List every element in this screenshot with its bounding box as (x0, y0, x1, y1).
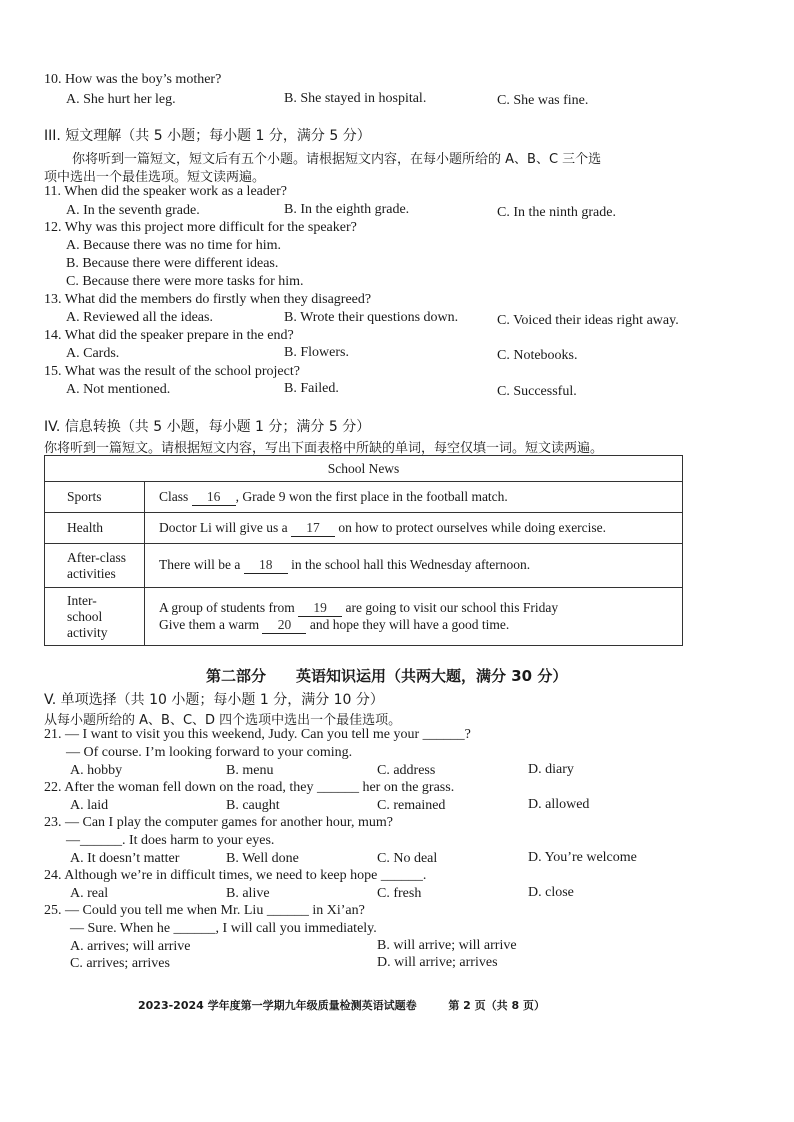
question-text: When did the speaker work as a leader? (64, 184, 287, 199)
question-13 (44, 292, 371, 308)
section-3-instruction-line-1: 你将听到一篇短文，短文后有五个小题。请根据短文内容，在每小题所给的 A、B、C 三个选 (72, 152, 602, 167)
page-footer (138, 997, 545, 1013)
question-number: 15. (44, 364, 62, 379)
question-24 (44, 868, 426, 884)
question-11 (44, 184, 287, 200)
option-c[interactable]: C. remained (377, 798, 446, 813)
option-b[interactable]: B. Well done (226, 851, 299, 866)
option-b[interactable]: B. alive (226, 886, 270, 901)
footer-page-number: 第 2 页（共 8 页） (448, 999, 545, 1012)
part-2-title: 第二部分 英语知识运用（共两大题，满分 30 分） (206, 667, 568, 685)
section-3-title: III. 短文理解（共 5 小题；每小题 1 分，满分 5 分） (44, 128, 371, 144)
option-c[interactable]: C. Because there were more tasks for him. (66, 274, 304, 289)
question-text: What did the speaker prepare in the end? (64, 328, 294, 343)
option-c[interactable]: C. She was fine. (497, 93, 589, 108)
table-row (45, 513, 683, 544)
question-21 (44, 727, 471, 743)
question-25-line-2: — Sure. When he ______, I will call you immediately. (70, 921, 377, 936)
question-text: How was the boy’s mother? (65, 72, 222, 87)
option-a[interactable]: A. Because there was no time for him. (66, 238, 281, 253)
question-23-line-2: —______. It does harm to your eyes. (66, 833, 275, 848)
option-c[interactable]: C. arrives; arrives (70, 956, 170, 971)
question-number: 22. (44, 780, 62, 795)
option-c[interactable]: C. In the ninth grade. (497, 205, 616, 220)
question-23 (44, 815, 393, 831)
row-label: After-class activities (45, 544, 145, 588)
option-b[interactable]: B. Flowers. (284, 345, 349, 360)
question-12 (44, 220, 357, 236)
question-text: — I want to visit you this weekend, Judy. Can you tell me your ______? (65, 727, 471, 742)
option-c[interactable]: C. address (377, 763, 436, 778)
option-a[interactable]: A. It doesn’t matter (70, 851, 180, 866)
question-text: — Could you tell me when Mr. Liu ______ in Xi’an? (65, 903, 365, 918)
option-b[interactable]: B. caught (226, 798, 280, 813)
question-22 (44, 780, 454, 796)
question-text: — Can I play the computer games for another hour, mum? (65, 815, 393, 830)
option-a[interactable]: A. arrives; will arrive (70, 939, 191, 954)
footer-exam-title: 2023-2024 学年度第一学期九年级质量检测英语试题卷 (138, 999, 417, 1012)
question-text: What was the result of the school project? (64, 364, 300, 379)
option-d[interactable]: D. allowed (528, 797, 590, 812)
option-a[interactable]: A. Cards. (66, 346, 120, 361)
option-a[interactable]: A. real (70, 886, 109, 901)
question-number: 11. (44, 184, 61, 199)
row-label: Inter-school activity (45, 588, 145, 646)
question-15 (44, 364, 300, 380)
answer-blank-19[interactable]: 19 (298, 600, 342, 617)
question-number: 10. (44, 72, 62, 87)
option-b[interactable]: B. Failed. (284, 381, 339, 396)
question-number: 24. (44, 868, 62, 883)
question-number: 25. (44, 903, 62, 918)
option-d[interactable]: D. will arrive; arrives (377, 955, 498, 970)
question-text: After the woman fell down on the road, they ______ her on the grass. (64, 780, 455, 795)
option-c[interactable]: C. Voiced their ideas right away. (497, 313, 679, 328)
row-content: There will be a 18 in the school hall this Wednesday afternoon. (145, 544, 683, 588)
question-number: 13. (44, 292, 62, 307)
option-c[interactable]: C. fresh (377, 886, 422, 901)
option-a[interactable]: A. hobby (70, 763, 123, 778)
row-content: Class 16 , Grade 9 won the first place in the football match. (145, 482, 683, 513)
option-d[interactable]: D. close (528, 885, 574, 900)
option-b[interactable]: B. Because there were different ideas. (66, 256, 279, 271)
question-text: What did the members do firstly when they disagreed? (64, 292, 372, 307)
row-content: A group of students from 19 are going to visit our school this Friday Give them a warm 20 and hope they will have a good time. (145, 588, 683, 646)
answer-blank-16[interactable]: 16 (192, 489, 236, 506)
question-number: 23. (44, 815, 62, 830)
option-b[interactable]: B. In the eighth grade. (284, 202, 410, 217)
option-d[interactable]: D. diary (528, 762, 574, 777)
option-a[interactable]: A. Not mentioned. (66, 382, 171, 397)
answer-blank-20[interactable]: 20 (262, 617, 306, 634)
option-c[interactable]: C. Successful. (497, 384, 577, 399)
option-a[interactable]: A. Reviewed all the ideas. (66, 310, 213, 325)
option-a[interactable]: A. She hurt her leg. (66, 92, 176, 107)
question-number: 21. (44, 727, 62, 742)
option-c[interactable]: C. Notebooks. (497, 348, 578, 363)
table-row (45, 544, 683, 588)
section-4-title: IV. 信息转换（共 5 小题，每小题 1 分；满分 5 分） (44, 419, 371, 435)
school-news-table (44, 455, 683, 646)
question-10 (44, 72, 221, 88)
option-d[interactable]: D. You’re welcome (528, 850, 637, 865)
question-number: 12. (44, 220, 62, 235)
table-header: School News (45, 456, 683, 482)
answer-blank-17[interactable]: 17 (291, 520, 335, 537)
question-14 (44, 328, 294, 344)
option-b[interactable]: B. menu (226, 763, 274, 778)
option-c[interactable]: C. No deal (377, 851, 438, 866)
row-content: Doctor Li will give us a 17 on how to protect ourselves while doing exercise. (145, 513, 683, 544)
question-25 (44, 903, 365, 919)
section-5-instruction: 从每小题所给的 A、B、C、D 四个选项中选出一个最佳选项。 (44, 713, 402, 728)
row-label: Sports (45, 482, 145, 513)
question-21-line-2: — Of course. I’m looking forward to your coming. (66, 745, 353, 760)
section-5-title: V. 单项选择（共 10 小题；每小题 1 分，满分 10 分） (44, 692, 384, 708)
option-b[interactable]: B. will arrive; will arrive (377, 938, 517, 953)
answer-blank-18[interactable]: 18 (244, 557, 288, 574)
question-text: Although we’re in difficult times, we need to keep hope ______. (64, 868, 427, 883)
option-b[interactable]: B. She stayed in hospital. (284, 91, 427, 106)
option-b[interactable]: B. Wrote their questions down. (284, 310, 459, 325)
option-a[interactable]: A. In the seventh grade. (66, 203, 200, 218)
question-number: 14. (44, 328, 62, 343)
row-label: Health (45, 513, 145, 544)
question-text: Why was this project more difficult for the speaker? (64, 220, 357, 235)
table-row (45, 588, 683, 646)
table-row (45, 482, 683, 513)
section-3-instruction-line-2: 项中选出一个最佳选项。短文读两遍。 (44, 170, 266, 185)
section-4-instruction: 你将听到一篇短文。请根据短文内容，写出下面表格中所缺的单词，每空仅填一词。短文读两遍。 (44, 441, 604, 456)
option-a[interactable]: A. laid (70, 798, 109, 813)
